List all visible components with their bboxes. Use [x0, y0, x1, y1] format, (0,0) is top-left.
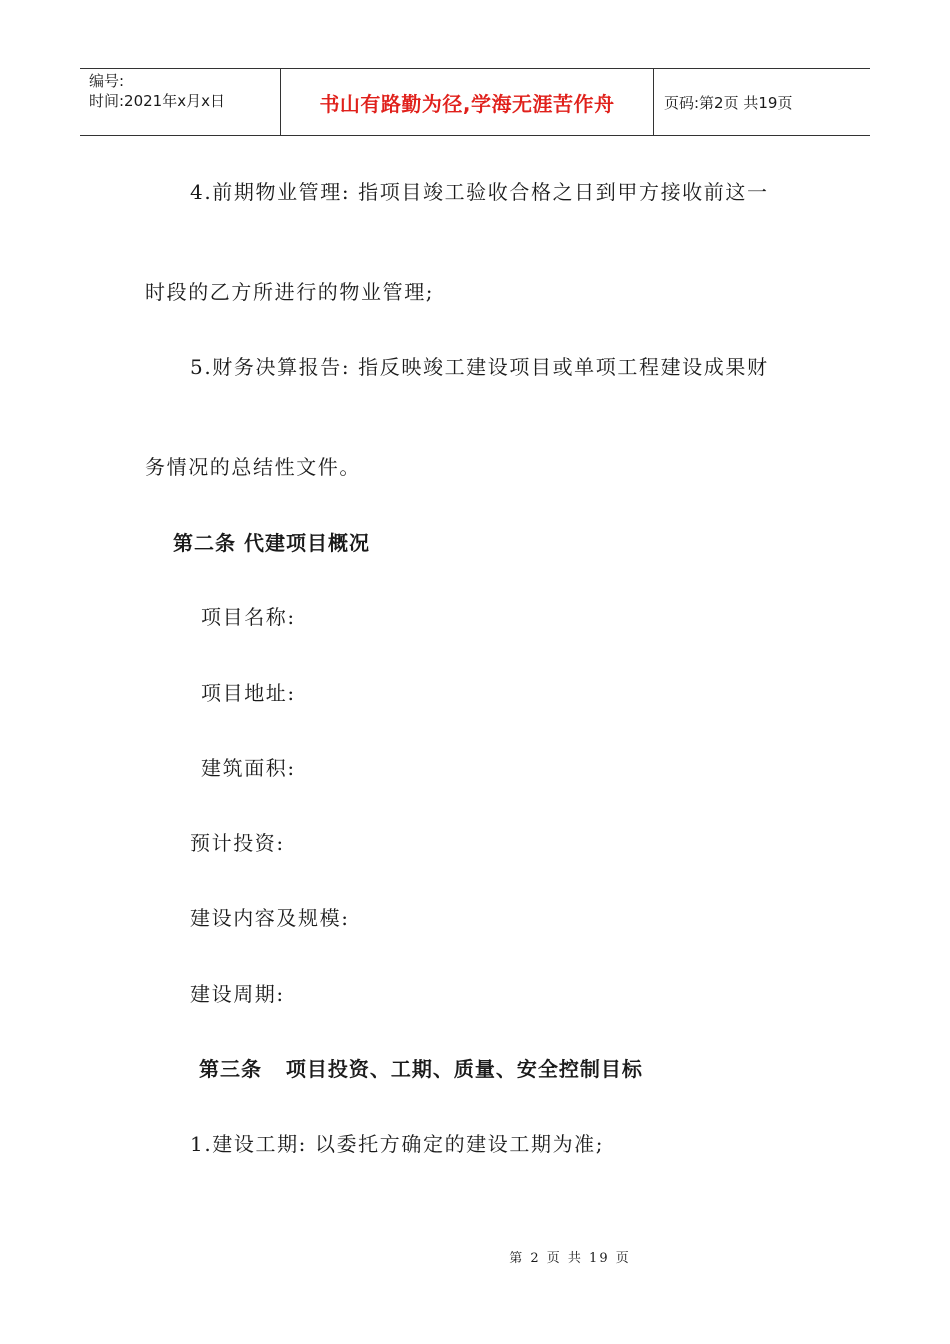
page-footer: 第 2 页 共 19 页: [509, 1251, 631, 1266]
building-area-field: 建筑面积:: [201, 756, 296, 780]
construction-content-field: 建设内容及规模:: [190, 906, 350, 930]
document-number: 编号:: [89, 72, 125, 90]
header-motto: 书山有路勤为径,学海无涯苦作舟: [281, 69, 654, 135]
project-address-field: 项目地址:: [201, 681, 296, 705]
document-date: 时间:2021年x月x日: [89, 92, 225, 110]
paragraph-4-line-1: 4.前期物业管理: 指项目竣工验收合格之日到甲方接收前这一: [190, 180, 769, 204]
page-header: [80, 68, 870, 136]
paragraph-5-line-2: 务情况的总结性文件。: [145, 455, 361, 479]
construction-period-field: 建设周期:: [190, 982, 285, 1006]
header-meta: [80, 69, 281, 135]
article-3-heading: 第三条 项目投资、工期、质量、安全控制目标: [199, 1057, 643, 1081]
header-page-info: 页码:第2页 共19页: [664, 93, 793, 112]
project-name-field: 项目名称:: [201, 605, 296, 629]
estimated-investment-field: 预计投资:: [190, 831, 285, 855]
paragraph-4-line-2: 时段的乙方所进行的物业管理;: [145, 280, 435, 304]
item-1-construction-schedule: 1.建设工期: 以委托方确定的建设工期为准;: [190, 1132, 605, 1156]
paragraph-5-line-1: 5.财务决算报告: 指反映竣工建设项目或单项工程建设成果财: [190, 355, 769, 379]
article-2-heading: 第二条 代建项目概况: [173, 531, 370, 555]
